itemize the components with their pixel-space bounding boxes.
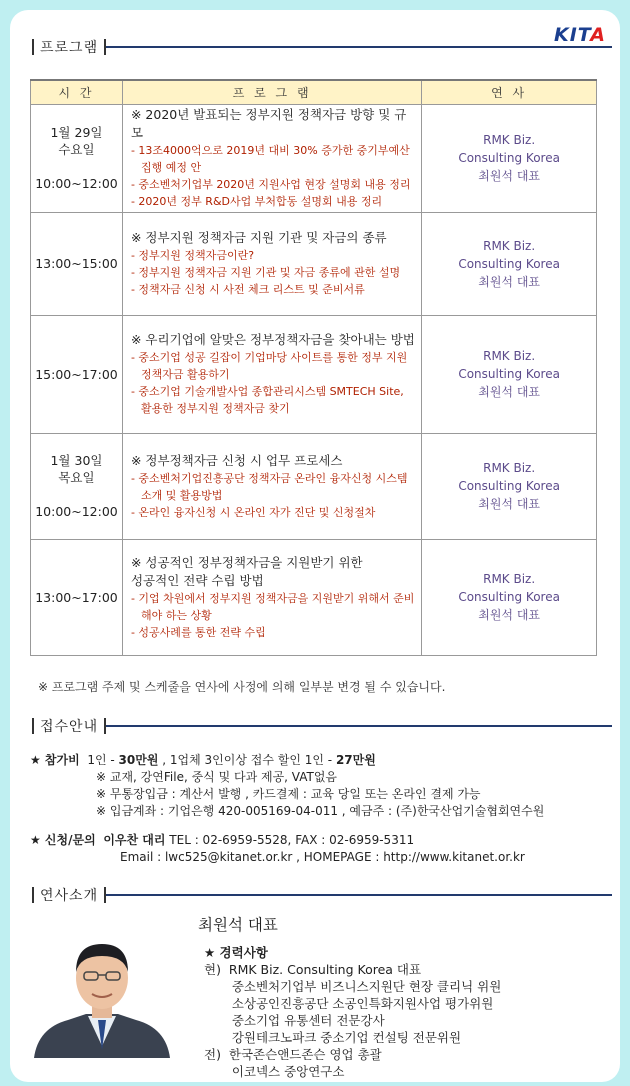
career-item: 현) RMK Biz. Consulting Korea 대표 <box>204 962 422 977</box>
career-item: 이코넥스 중앙연구소 <box>204 1064 345 1079</box>
speaker-text: Consulting Korea <box>458 151 560 165</box>
time-cell <box>31 212 123 315</box>
program-item: - 정부지원 정책자금이란? <box>130 249 255 262</box>
logo-text: KIT <box>554 24 591 46</box>
header-program: 프 로 그 램 <box>122 80 421 104</box>
program-title: ※ 성공적인 정부정책자금을 지원받기 위한 성공적인 전략 수립 방법 <box>130 554 363 588</box>
section-title-program: 프로그램 <box>40 40 99 56</box>
time-cell <box>31 315 123 433</box>
program-item: - 온라인 융자신청 시 온라인 자가 진단 및 신청절차 <box>130 505 376 519</box>
career-label: ★ 경력사항 <box>204 945 268 960</box>
table-row <box>31 539 597 655</box>
section-header-registration <box>32 715 612 737</box>
header-speaker: 연 사 <box>422 80 597 104</box>
program-title: ※ 2020년 발표되는 정부지원 정책자금 방향 및 규모 <box>130 107 407 140</box>
table-row <box>31 433 597 539</box>
section-header-program <box>32 36 612 58</box>
time-text: 10:00~12:00 <box>35 176 118 191</box>
time-cell <box>31 104 123 212</box>
program-item: - 중소기업 성공 길잡이 기업마당 사이트를 통한 정부 지원 정책자금 활용하기 <box>130 351 408 381</box>
program-cell <box>122 539 421 655</box>
time-text: 13:00~17:00 <box>35 589 118 605</box>
program-item: - 정부지원 정책자금 지원 기관 및 자금 종류에 관한 설명 <box>130 266 401 279</box>
career-item: 강원테크노파크 중소기업 컨설팅 전문위원 <box>204 1030 462 1045</box>
speaker-text: Consulting Korea <box>458 256 560 271</box>
time-cell <box>31 539 123 655</box>
career-item: 전) 한국존슨앤드존슨 영업 총괄 <box>204 1047 382 1062</box>
time-text <box>31 486 122 503</box>
career-list <box>204 944 501 1080</box>
program-item: - 중소벤처기업부 2020년 지원사업 현장 설명회 내용 정리 <box>130 178 411 191</box>
table-row <box>31 104 597 212</box>
speaker-cell <box>422 539 597 655</box>
speaker-photo <box>28 928 176 1058</box>
speaker-text: RMK Biz. <box>483 461 536 475</box>
time-text: 1월 30일 <box>50 453 103 468</box>
schedule-note: ※ 프로그램 주제 및 스케줄을 연사에 사정에 의해 일부분 변경 될 수 있습니다. <box>38 680 446 694</box>
program-item: - 성공사례를 통한 전략 수립 <box>130 625 266 639</box>
contact-block <box>30 832 525 866</box>
time-text <box>31 158 122 175</box>
program-title: ※ 우리기업에 알맞은 정부정책자금을 찾아내는 방법 <box>130 332 415 347</box>
table-row <box>31 212 597 315</box>
table-row <box>31 315 597 433</box>
program-item: - 정책자금 신청 시 사전 체크 리스트 및 준비서류 <box>130 283 365 296</box>
speaker-text: RMK Biz. <box>483 349 536 363</box>
program-item: - 기업 차원에서 정부지원 정책자금을 지원받기 위해서 준비해야 하는 상황 <box>130 591 415 622</box>
speaker-cell <box>422 212 597 315</box>
speaker-text: 최원석 대표 <box>478 608 541 622</box>
time-text: 수요일 <box>58 142 95 157</box>
speaker-text: Consulting Korea <box>458 590 560 604</box>
program-table <box>30 79 597 656</box>
speaker-text: Consulting Korea <box>458 367 560 381</box>
contact-tel: TEL : 02-6959-5528, FAX : 02-6959-5311 <box>165 833 415 847</box>
speaker-text: 최원석 대표 <box>478 385 541 399</box>
header-time: 시 간 <box>31 80 123 104</box>
time-text: 10:00~12:00 <box>35 504 118 519</box>
program-cell <box>122 433 421 539</box>
program-title: ※ 정부지원 정책자금 지원 기관 및 자금의 종류 <box>130 230 387 245</box>
program-item: - 중소벤처기업진흥공단 정책자금 온라인 융자신청 시스템 소개 및 활용방법 <box>130 471 408 502</box>
speaker-text: 최원석 대표 <box>478 169 541 183</box>
table-header-row <box>31 80 597 104</box>
program-item: - 13조4000억으로 2019년 대비 30% 증가한 중기부예산 집행 예정 안 <box>130 144 410 174</box>
time-text: 목요일 <box>58 470 95 485</box>
speaker-text: RMK Biz. <box>483 238 536 253</box>
career-item: 중소벤처기업부 비즈니스지원단 현장 클리닉 위원 <box>204 979 502 994</box>
logo-accent: A <box>590 24 606 46</box>
fee-label: ★ 참가비 <box>30 753 80 767</box>
time-text: 1월 29일 <box>50 125 103 140</box>
fee-note: ※ 무통장입금 : 계산서 발행 , 카드결제 : 교육 당일 또는 온라인 결제 가능 <box>96 787 481 801</box>
program-item: - 중소기업 기술개발사업 종합관리시스템 SMTECH Site, 활용한 정부지원 정책자금 찾기 <box>130 385 404 415</box>
contact-name: 이우찬 대리 <box>103 833 166 847</box>
time-cell <box>31 433 123 539</box>
speaker-cell <box>422 104 597 212</box>
speaker-cell <box>422 433 597 539</box>
contact-label: ★ 신청/문의 <box>30 833 96 847</box>
program-cell <box>122 104 421 212</box>
time-text: 15:00~17:00 <box>35 366 118 382</box>
speaker-text: RMK Biz. <box>483 133 536 147</box>
speaker-text: RMK Biz. <box>483 572 536 586</box>
fee-block: ★ 참가비 1인 - 30만원 , 1업체 3인이상 접수 할인 1인 - 27만원 ※ 교재, 강연File, 중식 및 다과 제공, VAT없음 ※ 무통장입금 : 계산서 발행 , 카드결제 : 교육 당일 또는 온라인 결제 가능 ※ 입금계좌 : 기업은행 420-005169-04-011 , 예금주 : (주)한국산업기술협회연수원 <box>30 753 545 818</box>
contact-email: Email : lwc525@kitanet.or.kr , HOMEPAGE : http://www.kitanet.or.kr <box>120 850 525 864</box>
career-item: 소상공인진흥공단 소공인특화지원사업 평가위원 <box>204 996 494 1011</box>
time-text: 13:00~15:00 <box>35 256 118 271</box>
fee-note: ※ 교재, 강연File, 중식 및 다과 제공, VAT없음 <box>96 770 338 784</box>
program-cell <box>122 212 421 315</box>
speaker-text: Consulting Korea <box>458 479 560 493</box>
career-item: 중소기업 유통센터 전문강사 <box>204 1013 385 1028</box>
program-cell <box>122 315 421 433</box>
speaker-text: 최원석 대표 <box>478 274 541 289</box>
speaker-name: 최원석 대표 <box>198 916 278 934</box>
speaker-text: 최원석 대표 <box>478 497 541 511</box>
program-title: ※ 정부정책자금 신청 시 업무 프로세스 <box>130 452 343 468</box>
program-item: - 2020년 정부 R&D사업 부처합동 설명회 내용 정리 <box>130 195 383 208</box>
section-title-registration: 접수안내 <box>40 719 99 735</box>
section-title-speaker: 연사소개 <box>40 888 99 904</box>
section-header-speaker <box>32 884 612 906</box>
speaker-cell <box>422 315 597 433</box>
fee-note: ※ 입금계좌 : 기업은행 420-005169-04-011 , 예금주 : (주)한국산업기술협회연수원 <box>96 804 545 818</box>
